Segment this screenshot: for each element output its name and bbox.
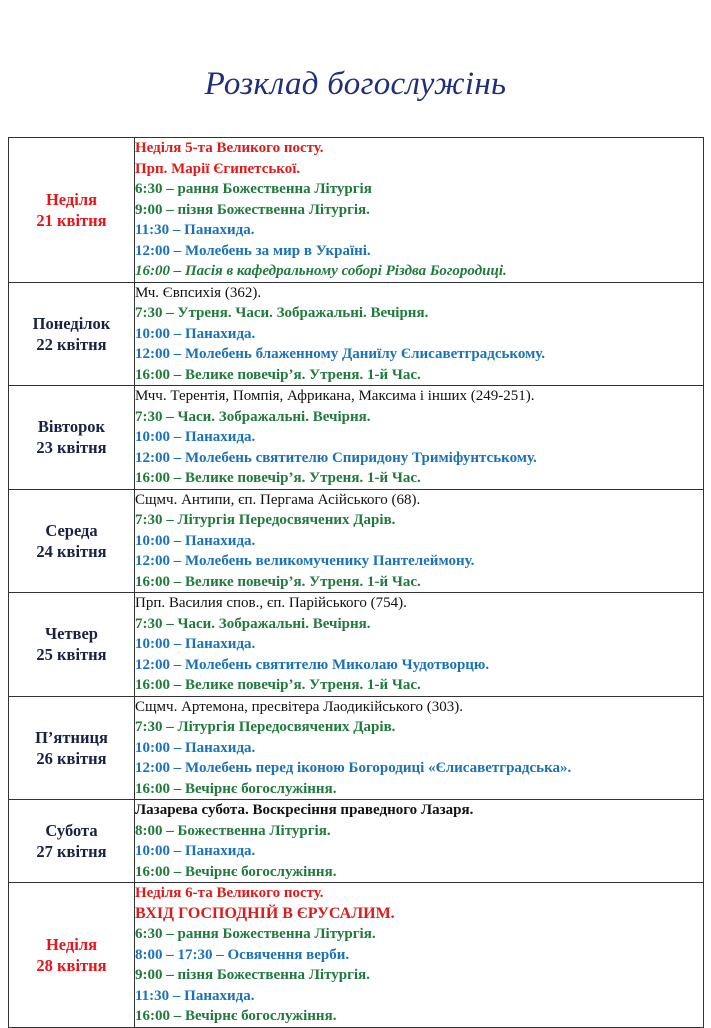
service-line: 16:00 – Велике повечір’я. Утреня. 1-й Час.	[135, 366, 421, 383]
saint-commemoration: Прп. Василия спов., єп. Парійського (754).	[135, 595, 407, 611]
service-line: 6:30 – рання Божественна Літургія.	[135, 926, 376, 942]
service-line: 7:30 – Часи. Зображальні. Вечірня.	[135, 615, 371, 632]
service-line: 7:30 – Часи. Зображальні. Вечірня.	[135, 408, 371, 425]
events-cell	[135, 883, 704, 1028]
saint-commemoration: Сщмч. Артемона, пресвітера Лаодикійського (303).	[135, 698, 464, 715]
service-line: 8:00 – Божественна Літургія.	[135, 822, 331, 839]
service-line: 10:00 – Панахида.	[135, 429, 256, 445]
schedule-row	[9, 386, 704, 490]
service-line: 11:30 – Панахида.	[135, 987, 255, 1004]
service-line: 10:00 – Панахида.	[135, 739, 256, 756]
events-cell	[135, 282, 704, 386]
service-line: 7:30 – Літургія Передосвячених Дарів.	[135, 719, 396, 735]
service-line: 16:00 – Вечірнє богослужіння.	[135, 863, 337, 880]
day-cell	[9, 800, 135, 883]
service-line: 12:00 – Молебень святителю Миколаю Чудотворцю.	[135, 656, 490, 673]
service-line: 16:00 – Велике повечір’я. Утреня. 1-й Час.	[135, 573, 421, 590]
day-name: Неділя	[45, 934, 98, 954]
day-cell	[9, 386, 135, 490]
events-cell	[135, 489, 704, 593]
service-line: 7:30 – Літургія Передосвячених Дарів.	[135, 512, 396, 528]
events-cell	[135, 138, 704, 283]
service-line: 12:00 – Молебень святителю Спиридону Триміфунтському.	[135, 449, 537, 466]
day-cell	[9, 489, 135, 593]
service-line: 16:00 – Вечірнє богослужіння.	[135, 1008, 337, 1024]
day-name: Четвер	[45, 624, 98, 644]
day-cell	[9, 282, 135, 386]
events-cell	[135, 696, 704, 800]
day-name: Понеділок	[32, 313, 111, 333]
day-name: Середа	[45, 520, 98, 540]
service-line: 8:00 – 17:30 – Освячення верби.	[135, 946, 350, 963]
day-date: 27 квітня	[36, 842, 107, 861]
service-line: 16:00 – Велике повечір’я. Утреня. 1-й Час.	[135, 470, 421, 486]
day-name: Неділя	[45, 189, 98, 209]
day-date: 25 квітня	[36, 645, 107, 665]
service-line: 12:00 – Молебень блаженному Даниїлу Єлисаветградському.	[135, 346, 546, 362]
day-date: 24 квітня	[36, 541, 107, 561]
day-name: Субота	[45, 821, 98, 840]
service-line: 9:00 – пізня Божественна Літургія.	[135, 967, 370, 983]
day-date: 23 квітня	[36, 438, 107, 458]
service-line: 16:00 – Пасія в кафедральному соборі Різдва Богородиці.	[135, 263, 507, 279]
schedule-row	[9, 800, 704, 883]
schedule-row	[9, 593, 704, 697]
day-date: 22 квітня	[36, 334, 107, 354]
service-line: 10:00 – Панахида.	[135, 325, 256, 342]
saint-commemoration: Мчч. Терентія, Помпія, Африкана, Максима і інших (249-251).	[135, 388, 535, 404]
saint-commemoration: Мч. Євпсихія (362).	[135, 284, 262, 301]
day-cell	[9, 138, 135, 283]
schedule-row	[9, 883, 704, 1028]
day-cell	[9, 696, 135, 800]
schedule-row	[9, 489, 704, 593]
service-line: 16:00 – Велике повечір’я. Утреня. 1-й Час.	[135, 677, 421, 693]
service-line: 12:00 – Молебень за мир в Україні.	[135, 242, 371, 259]
service-line: 11:30 – Панахида.	[135, 222, 255, 238]
day-cell	[9, 883, 135, 1028]
day-cell	[9, 593, 135, 697]
service-line: 10:00 – Панахида.	[135, 532, 256, 549]
schedule-row	[9, 138, 704, 283]
schedule-row	[9, 696, 704, 800]
service-line: 10:00 – Панахида.	[135, 843, 256, 859]
day-date: 21 квітня	[36, 210, 107, 230]
day-date: 28 квітня	[36, 955, 107, 975]
service-line: 12:00 – Молебень великомученику Пантелеймону.	[135, 553, 475, 569]
service-line: 12:00 – Молебень перед іконою Богородиці «Єлисаветградська».	[135, 760, 572, 776]
day-date: 26 квітня	[36, 748, 107, 768]
service-line: Неділя 5-та Великого посту.	[135, 140, 324, 156]
service-line: 9:00 – пізня Божественна Літургія.	[135, 201, 370, 218]
schedule-body	[9, 138, 704, 1028]
service-line: 16:00 – Вечірнє богослужіння.	[135, 780, 337, 797]
service-line: 7:30 – Утреня. Часи. Зображальні. Вечірня.	[135, 305, 429, 321]
service-line: 10:00 – Панахида.	[135, 636, 256, 652]
service-line: ВХІД ГОСПОДНІЙ В ЄРУСАЛИМ.	[135, 904, 395, 922]
page-title: Розклад богослужінь	[204, 66, 507, 102]
day-name: П’ятниця	[35, 727, 108, 747]
service-line: Прп. Марії Єгипетської.	[135, 160, 301, 177]
service-line: 6:30 – рання Божественна Літургія	[135, 181, 372, 197]
service-line: Неділя 6-та Великого посту.	[135, 885, 324, 901]
service-line: Лазарева субота. Воскресіння праведного Лазаря.	[135, 802, 474, 818]
schedule-table	[8, 137, 704, 1028]
schedule-row	[9, 282, 704, 386]
saint-commemoration: Сщмч. Антипи, єп. Пергама Асійського (68).	[135, 491, 421, 508]
events-cell	[135, 386, 704, 490]
day-name: Вівторок	[37, 417, 106, 437]
events-cell	[135, 593, 704, 697]
events-cell	[135, 800, 704, 883]
